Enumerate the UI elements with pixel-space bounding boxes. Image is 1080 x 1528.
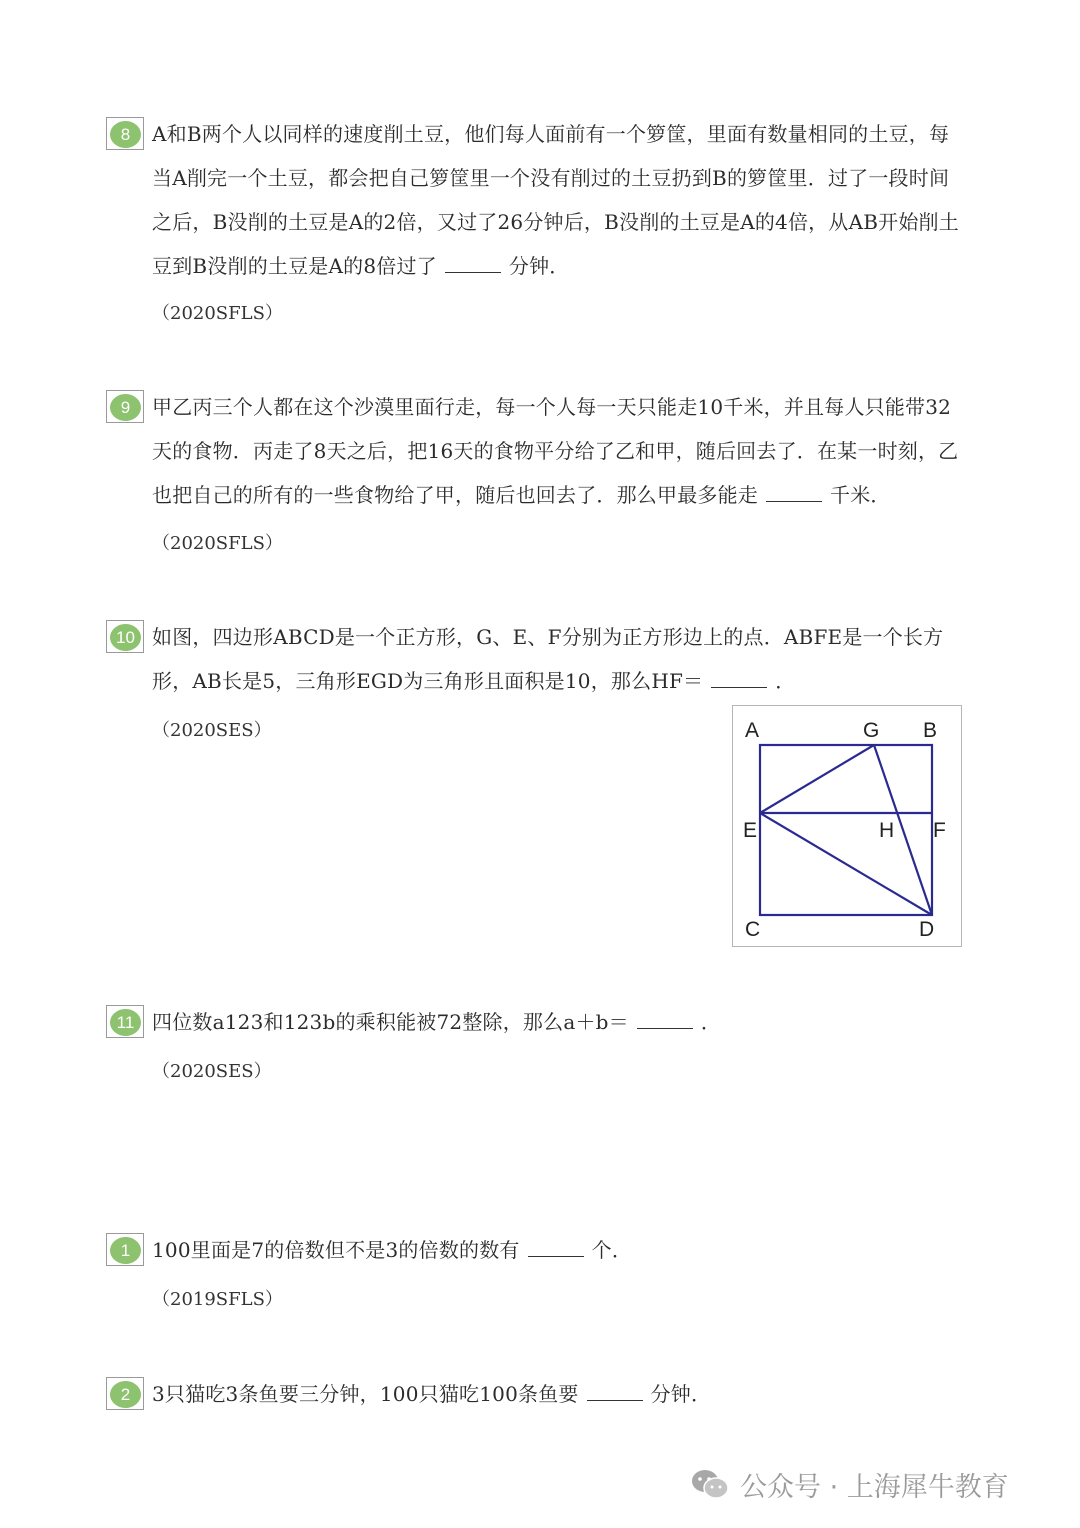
problem-8 bbox=[106, 117, 986, 327]
problem-text-after-blank: 千米． bbox=[830, 483, 891, 507]
problem-text-after-blank: ． bbox=[775, 669, 796, 693]
problem-number: 8 bbox=[110, 121, 141, 148]
problem-text bbox=[152, 622, 972, 710]
problem-text-after-blank: 分钟． bbox=[650, 1382, 712, 1406]
problem-line: A和B两个人以同样的速度削土豆，他们每人面前有一个箩筐，里面有数量相同的土豆，每 bbox=[152, 122, 950, 146]
problem-line-final bbox=[152, 480, 972, 524]
problem-line: 如图，四边形ABCD是一个正方形，G、E、F分别为正方形边上的点．ABFE是一个长方 bbox=[152, 625, 944, 649]
problem-source: （2020SFLS） bbox=[152, 533, 283, 554]
problem-text bbox=[152, 119, 972, 295]
problem-1 bbox=[106, 1233, 986, 1323]
label-c: C bbox=[745, 918, 761, 941]
problem-number-badge bbox=[106, 117, 144, 150]
label-a: A bbox=[745, 719, 760, 742]
square-abcd bbox=[760, 745, 932, 915]
problem-text-before-blank: 四位数a123和123b的乘积能被72整除，那么a＋b＝ bbox=[152, 1010, 629, 1034]
problem-number: 9 bbox=[110, 394, 141, 421]
problem-text-before-blank: 100里面是7的倍数但不是3的倍数的数有 bbox=[152, 1238, 520, 1262]
problem-line-final bbox=[152, 1007, 972, 1051]
problem-line: 当A削完一个土豆，都会把自己箩筐里一个没有削过的土豆扔到B的箩筐里．过了一段时间 bbox=[152, 166, 950, 190]
label-d: D bbox=[919, 918, 935, 941]
problem-line: 之后，B没削的土豆是A的2倍，又过了26分钟后，B没削的土豆是A的4倍，从AB开始削土 bbox=[152, 210, 959, 234]
problem-2 bbox=[106, 1377, 986, 1427]
problem-source: （2020SES） bbox=[152, 720, 272, 741]
problem-number: 11 bbox=[110, 1009, 141, 1036]
problem-text bbox=[152, 1007, 972, 1051]
problem-text-after-blank: 分钟． bbox=[508, 254, 570, 278]
problem-source: （2019SFLS） bbox=[152, 1289, 283, 1310]
label-e: E bbox=[743, 819, 758, 842]
label-g: G bbox=[863, 719, 880, 742]
problem-11 bbox=[106, 1005, 986, 1095]
problem-source: （2020SES） bbox=[152, 1061, 272, 1082]
problem-number-badge bbox=[106, 390, 144, 423]
problem-text-before-blank: 3只猫吃3条鱼要三分钟，100只猫吃100条鱼要 bbox=[152, 1382, 579, 1406]
watermark bbox=[690, 1464, 1009, 1504]
problem-number-badge bbox=[106, 1377, 144, 1410]
answer-blank[interactable] bbox=[528, 1236, 584, 1257]
problem-text bbox=[152, 1379, 972, 1423]
answer-blank[interactable] bbox=[587, 1380, 643, 1401]
answer-blank[interactable] bbox=[637, 1008, 693, 1029]
watermark-text: 公众号 · 上海犀牛教育 bbox=[740, 1471, 1009, 1503]
problem-line-final bbox=[152, 666, 972, 710]
problem-text-before-blank: 豆到B没削的土豆是A的8倍过了 bbox=[152, 254, 437, 278]
problem-text-before-blank: 也把自己的所有的一些食物给了甲，随后也回去了．那么甲最多能走 bbox=[152, 483, 758, 507]
problem-text-after-blank: 个． bbox=[591, 1238, 633, 1262]
problem-number-badge bbox=[106, 1005, 144, 1038]
square-diagram bbox=[733, 706, 961, 946]
answer-blank[interactable] bbox=[445, 252, 501, 273]
problem-line-final bbox=[152, 1379, 972, 1423]
problem-number: 10 bbox=[110, 624, 141, 651]
problem-number: 1 bbox=[110, 1237, 141, 1264]
problem-text-before-blank: 形，AB长是5，三角形EGD为三角形且面积是10，那么HF＝ bbox=[152, 669, 704, 693]
problem-text-after-blank: ． bbox=[700, 1010, 722, 1034]
label-f: F bbox=[933, 819, 946, 842]
answer-blank[interactable] bbox=[766, 481, 822, 502]
label-b: B bbox=[923, 719, 938, 742]
problem-number-badge bbox=[106, 620, 144, 653]
problem-line-final bbox=[152, 251, 972, 295]
problem-number: 2 bbox=[110, 1381, 141, 1408]
segment-eg bbox=[760, 745, 874, 813]
segment-ed bbox=[760, 813, 932, 915]
answer-blank[interactable] bbox=[711, 667, 767, 688]
problem-text bbox=[152, 1235, 972, 1279]
problem-source: （2020SFLS） bbox=[152, 303, 283, 324]
square-figure bbox=[732, 705, 962, 947]
problem-text bbox=[152, 392, 972, 524]
problem-number-badge bbox=[106, 1233, 144, 1266]
problem-line-final bbox=[152, 1235, 972, 1279]
wechat-icon bbox=[690, 1468, 730, 1500]
problem-line: 甲乙丙三个人都在这个沙漠里面行走，每一个人每一天只能走10千米，并且每人只能带32 bbox=[152, 395, 952, 419]
problem-9 bbox=[106, 390, 986, 560]
label-h: H bbox=[879, 819, 895, 842]
problem-line: 天的食物．丙走了8天之后，把16天的食物平分给了乙和甲，随后回去了．在某一时刻，乙 bbox=[152, 439, 959, 463]
